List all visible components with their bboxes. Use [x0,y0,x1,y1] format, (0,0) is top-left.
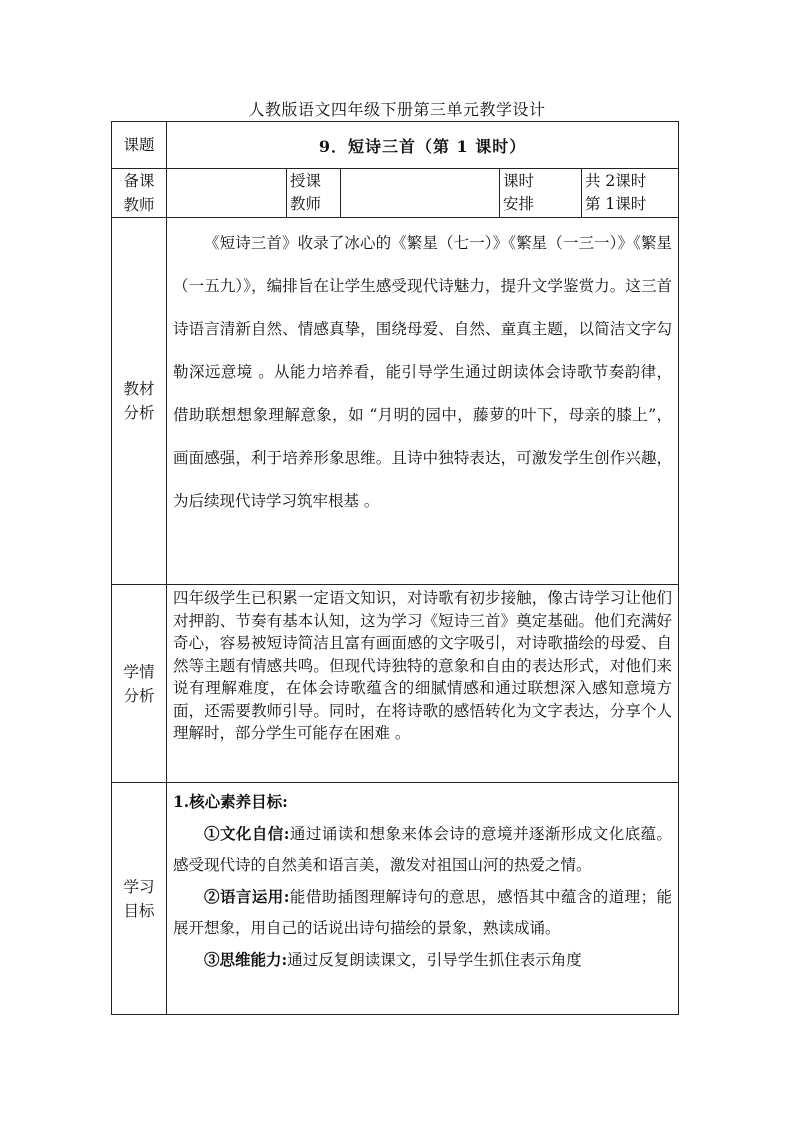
material-analysis-row [112,218,679,585]
goal-item: ①文化自信:通过诵读和想象来体会诗的意境并逐渐形成文化底蕴。感受现代诗的自然美和语言美，激发对祖国山河的热爱之情。 [173,824,673,874]
material-analysis-label: 教材 分析 [112,218,167,585]
teach-teacher-value [341,169,500,218]
goal-item: ③思维能力:通过反复朗读课文，引导学生抓住表示角度 [204,950,582,969]
learning-goals-content [167,783,679,1015]
document-title: 人教版语文四年级下册第三单元教学设计 [248,100,546,119]
schedule-value: 共 2课时 第 1课时 [582,169,679,218]
material-analysis-text: 《短诗三首》收录了冰心的《繁星（七一）》《繁星（一三一）》《繁星（一五九）》，编排旨在让学生感受现代诗魅力，提升文学鉴赏力。这三首诗语言清新自然、情感真挚，围绕母爱、自然、童真主题，以简洁文字勾勒深远意境 。从能力培养看，能引导学生通过朗读体会诗歌节奏韵律，借助联想想象理解意象，如 “月明的园中，藤萝的叶下，母亲的膝上”，画面感强，利于培养形象思维。且诗中独特表达，可激发学生创作兴趣，为后续现代诗学习筑牢根基 。 [167,218,679,585]
teach-teacher-label: 授课 教师 [287,169,341,218]
lesson-title: 9．短诗三首（第 1 课时） [167,122,679,169]
topic-label: 课题 [112,122,167,169]
learning-goals-row [112,783,679,1015]
prep-teacher-value [167,169,287,218]
topic-row [112,122,679,169]
info-row [112,169,679,218]
goal-item: ②语言运用:能借助插图理解诗句的意思，感悟其中蕴含的道理；能展开想象，用自己的话说出诗句描绘的景象，熟读成诵。 [173,887,673,937]
learning-goals-label: 学习 目标 [112,783,167,1015]
schedule-label: 课时 安排 [500,169,582,218]
lesson-plan-table [111,121,679,1015]
goals-heading: 1.核心素养目标: [173,792,288,811]
learner-analysis-row [112,585,679,783]
prep-teacher-label: 备课 教师 [112,169,167,218]
learner-analysis-text: 四年级学生已积累一定语文知识，对诗歌有初步接触，像古诗学习让他们对押韵、节奏有基本认知，这为学习《短诗三首》奠定基础。他们充满好奇心，容易被短诗简洁且富有画面感的文字吸引，对诗歌描绘的母爱、自然等主题有情感共鸣。但现代诗独特的意象和自由的表达形式，对他们来说有理解难度，在体会诗歌蕴含的细腻情感和通过联想深入感知意境方面，还需要教师引导。同时，在将诗歌的感悟转化为文字表达，分享个人理解时，部分学生可能存在困难 。 [167,585,679,783]
learner-analysis-label: 学情 分析 [112,585,167,783]
